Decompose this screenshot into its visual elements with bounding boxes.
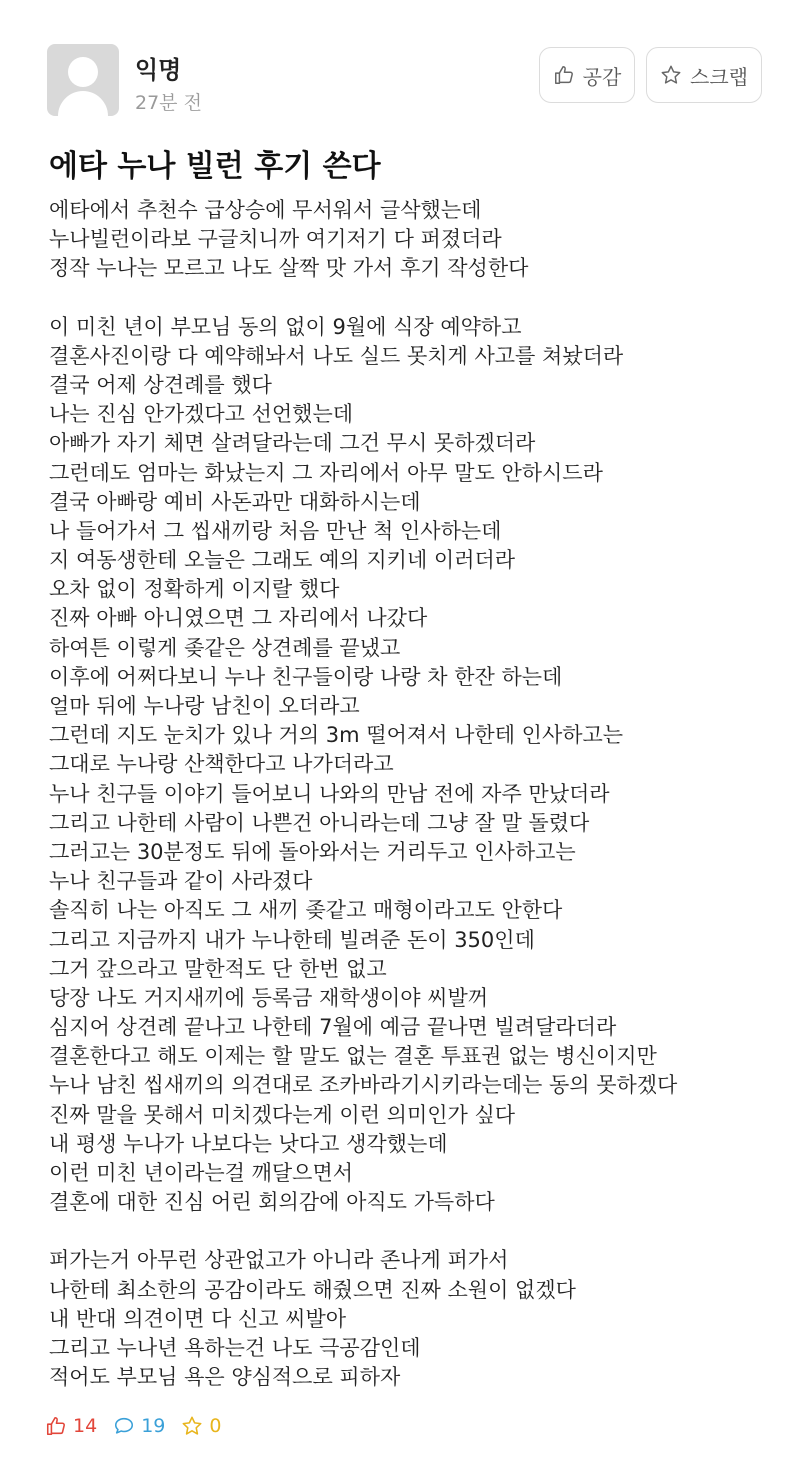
body-line: 진짜 아빠 아니였으면 그 자리에서 나갔다 xyxy=(49,606,428,631)
body-line: 오차 없이 정확하게 이지랄 했다 xyxy=(49,577,340,602)
body-line: 그런데 지도 눈치가 있나 거의 3m 떨어져서 나한테 인사하고는 xyxy=(49,723,624,748)
scrap-button-label: 스크랩 xyxy=(690,64,748,89)
scrap-button[interactable] xyxy=(646,47,762,103)
body-line: 결혼사진이랑 다 예약해놔서 나도 실드 못치게 사고를 쳐놨더라 xyxy=(49,343,624,368)
body-line: 나 들어가서 그 씹새끼랑 처음 만난 척 인사하는데 xyxy=(49,518,502,543)
like-count xyxy=(45,1415,97,1437)
body-line: 진짜 말을 못해서 미치겠다는게 이런 의미인가 싶다 xyxy=(49,1102,516,1127)
body-line: 그런데도 엄마는 화났는지 그 자리에서 아무 말도 안하시드라 xyxy=(49,460,603,485)
post-body xyxy=(49,196,769,1421)
body-line: 퍼가는거 아무런 상관없고가 아니라 존나게 퍼가서 xyxy=(49,1248,509,1273)
post-header xyxy=(0,0,787,130)
body-line: 누나 친구들과 같이 사라졌다 xyxy=(49,869,313,894)
body-line: 당장 나도 거지새끼에 등록금 재학생이야 씨발꺼 xyxy=(49,985,489,1010)
body-line: 누나 친구들 이야기 들어보니 나와의 만남 전에 자주 만났더라 xyxy=(49,781,610,806)
post-title: 에타 누나 빌런 후기 쓴다 xyxy=(49,149,381,184)
body-line: 지 여동생한테 오늘은 그래도 예의 지키네 이러더라 xyxy=(49,548,516,573)
like-button[interactable] xyxy=(539,47,635,103)
scrap-count-value: 0 xyxy=(209,1415,222,1437)
body-line: 내 평생 누나가 나보다는 낫다고 생각했는데 xyxy=(49,1131,448,1156)
avatar xyxy=(47,44,119,116)
body-line: 아빠가 자기 체면 살려달라는데 그건 무시 못하겠더라 xyxy=(49,431,536,456)
body-line: 그리고 누나년 욕하는건 나도 극공감인데 xyxy=(49,1335,421,1360)
body-line: 이런 미친 년이라는걸 깨달으면서 xyxy=(49,1161,354,1185)
thumbs-up-icon xyxy=(553,64,575,86)
body-line: 에타에서 추천수 급상승에 무서워서 글삭했는데 xyxy=(49,198,482,222)
body-line: 결국 어제 상견례를 했다 xyxy=(49,372,272,397)
body-line: 그거 갚으라고 말한적도 단 한번 없고 xyxy=(49,956,387,981)
body-line: 그리고 나한테 사람이 나쁜건 아니라는데 그냥 잘 말 돌렸다 xyxy=(49,810,590,835)
post-time: 27분 전 xyxy=(135,92,202,114)
body-line: 정작 누나는 모르고 나도 살짝 맛 가서 후기 작성한다 xyxy=(49,256,529,281)
body-line: 적어도 부모님 욕은 양심적으로 피하자 xyxy=(49,1365,401,1390)
body-line: 심지어 상견례 끝나고 나한테 7월에 예금 끝나면 빌려달라더라 xyxy=(49,1015,617,1040)
comment-count xyxy=(113,1415,165,1437)
body-line: 하여튼 이렇게 좆같은 상견례를 끝냈고 xyxy=(49,635,401,660)
body-line: 내 반대 의견이면 다 신고 씨발아 xyxy=(49,1306,347,1331)
body-paragraph xyxy=(49,196,769,284)
body-line: 결혼한다고 해도 이제는 할 말도 없는 결혼 투표권 없는 병신이지만 xyxy=(49,1044,657,1069)
thumbs-up-icon xyxy=(45,1415,67,1437)
body-line: 누나빌런이라보 구글치니까 여기저기 다 퍼졌더라 xyxy=(49,227,502,252)
default-user-icon xyxy=(68,57,98,87)
body-line: 그러고는 30분정도 뒤에 돌아와서는 거리두고 인사하고는 xyxy=(49,839,576,864)
post-stats xyxy=(45,1410,237,1442)
like-count-value: 14 xyxy=(73,1415,98,1437)
comment-count-value: 19 xyxy=(141,1415,166,1437)
star-icon xyxy=(181,1415,203,1437)
author-name: 익명 xyxy=(135,56,182,84)
scrap-count xyxy=(181,1415,221,1437)
body-line: 나는 진심 안가겠다고 선언했는데 xyxy=(49,402,354,427)
body-line: 결국 아빠랑 예비 사돈과만 대화하시는데 xyxy=(49,489,421,514)
body-line: 이후에 어쩌다보니 누나 친구들이랑 나랑 차 한잔 하는데 xyxy=(49,664,563,689)
body-line: 솔직히 나는 아직도 그 새끼 좆같고 매형이라고도 안한다 xyxy=(49,898,563,923)
body-paragraph xyxy=(49,313,769,1218)
body-line: 얼마 뒤에 누나랑 남친이 오더라고 xyxy=(49,694,360,718)
like-button-label: 공감 xyxy=(582,64,622,89)
speech-bubble-icon xyxy=(113,1415,135,1437)
body-paragraph xyxy=(49,1246,769,1392)
body-line: 나한테 최소한의 공감이라도 해줬으면 진짜 소원이 없겠다 xyxy=(49,1277,576,1302)
body-line: 그대로 누나랑 산책한다고 나가더라고 xyxy=(49,752,394,777)
body-line: 결혼에 대한 진심 어린 회의감에 아직도 가득하다 xyxy=(49,1190,495,1215)
star-icon xyxy=(660,64,682,86)
body-line: 이 미친 년이 부모님 동의 없이 9월에 식장 예약하고 xyxy=(49,314,522,339)
body-line: 누나 남친 씹새끼의 의견대로 조카바라기시키라는데는 동의 못하겠다 xyxy=(49,1073,678,1098)
body-line: 그리고 지금까지 내가 누나한테 빌려준 돈이 350인데 xyxy=(49,927,535,952)
